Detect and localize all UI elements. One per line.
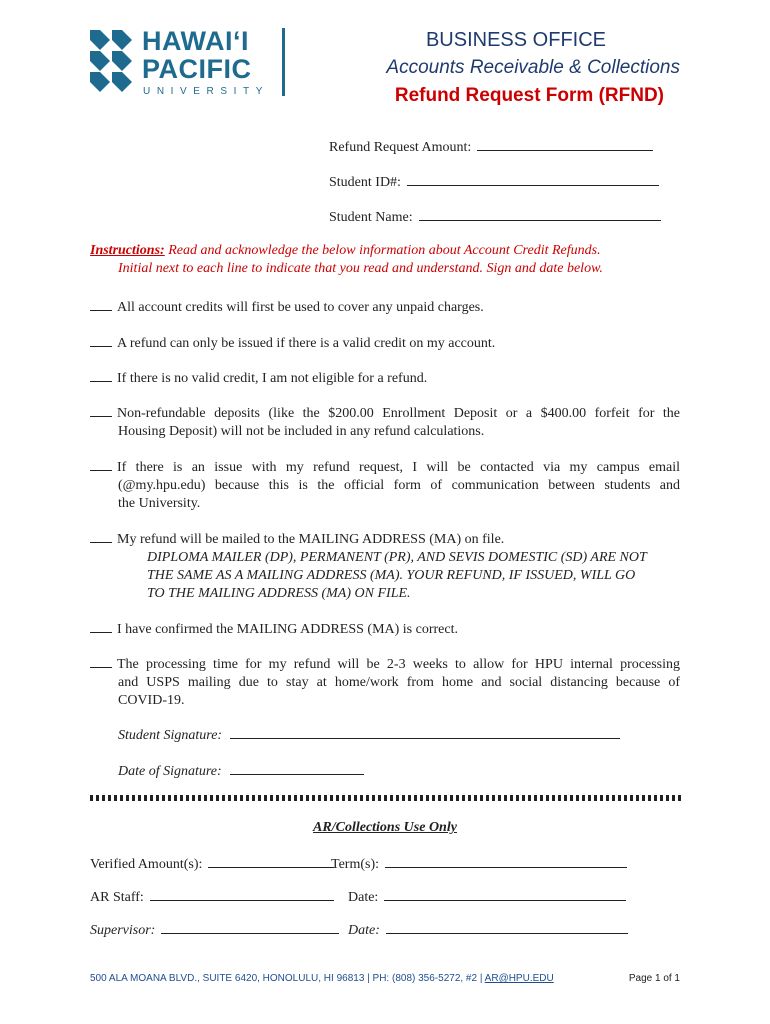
- supervisor-date-field: [348, 921, 628, 939]
- student-signature-line[interactable]: [230, 726, 620, 739]
- item-text: Non-refundable deposits (like the $200.00 Enrollment Deposit or a $400.00 forfeit for the: [117, 406, 680, 421]
- mailing-note-line-2: THE SAME AS A MAILING ADDRESS (MA). YOUR REFUND, IF ISSUED, WILL GO: [147, 568, 636, 583]
- student-name-label: Student Name:: [329, 210, 413, 225]
- refund-amount-field: [329, 138, 653, 156]
- item-text-continued: COVID-19.: [118, 693, 185, 708]
- signature-date-line[interactable]: [230, 762, 364, 775]
- logo-divider: [282, 28, 285, 96]
- form-header: [386, 26, 680, 110]
- acknowledgement-item-7: [90, 620, 680, 639]
- refund-amount-input-line[interactable]: [477, 138, 653, 151]
- form-title: Refund Request Form (RFND): [394, 85, 664, 106]
- student-signature-field: [118, 726, 620, 744]
- supervisor-date-line[interactable]: [386, 921, 628, 934]
- student-name-input-line[interactable]: [419, 208, 661, 221]
- initial-blank[interactable]: [90, 404, 112, 417]
- item-text-continued: the University.: [118, 496, 201, 511]
- item-text: If there is no valid credit, I am not eligible for a refund.: [117, 371, 428, 386]
- terms-field: [331, 855, 627, 873]
- initial-blank[interactable]: [90, 620, 112, 633]
- acknowledgement-item-3: [90, 369, 680, 388]
- initial-blank[interactable]: [90, 369, 112, 382]
- acknowledgement-item-4: [90, 404, 680, 441]
- initial-blank[interactable]: [90, 530, 112, 543]
- logo-line-hawaii: HAWAI‘I: [142, 26, 250, 56]
- terms-line[interactable]: [385, 855, 627, 868]
- supervisor-row: [90, 921, 380, 939]
- mailing-note-line-1: DIPLOMA MAILER (DP), PERMANENT (PR), AND SEVIS DOMESTIC (SD) ARE NOT: [147, 550, 647, 565]
- office-title: BUSINESS OFFICE: [425, 29, 606, 51]
- dotted-separator: [90, 795, 682, 801]
- acknowledgement-item-2: [90, 334, 680, 353]
- verified-amount-row: [90, 855, 380, 873]
- mailing-note-line-3: TO THE MAILING ADDRESS (MA) ON FILE.: [147, 586, 411, 601]
- terms-label: Term(s):: [331, 857, 380, 872]
- supervisor-label: Supervisor:: [90, 923, 156, 938]
- initial-blank[interactable]: [90, 655, 112, 668]
- hpu-logo: [90, 26, 290, 98]
- office-use-title: AR/Collections Use Only: [313, 820, 457, 835]
- student-name-field: [329, 208, 661, 226]
- verified-amount-line[interactable]: [208, 855, 334, 868]
- footer-address: 500 ALA MOANA BLVD., SUITE 6420, HONOLULU, HI 96813 | PH: (808) 356-5272, #2 |: [90, 973, 485, 984]
- item-text-continued: (@my.hpu.edu) because this is the official form of communication between students and: [118, 478, 680, 493]
- footer-email-link[interactable]: AR@HPU.EDU: [484, 973, 554, 984]
- ar-staff-label: AR Staff:: [90, 890, 144, 905]
- signature-date-field: [118, 762, 364, 780]
- item-text: If there is an issue with my refund request, I will be contacted via my campus email: [117, 460, 680, 475]
- student-id-field: [329, 173, 659, 191]
- initial-blank[interactable]: [90, 458, 112, 471]
- department-title: Accounts Receivable & Collections: [386, 57, 680, 78]
- student-signature-label: Student Signature:: [118, 728, 223, 743]
- item-text: I have confirmed the MAILING ADDRESS (MA) is correct.: [117, 622, 458, 637]
- acknowledgement-item-6: [90, 530, 680, 603]
- staff-date-line[interactable]: [384, 888, 626, 901]
- acknowledgement-item-8: [90, 655, 680, 710]
- item-text-continued: and USPS mailing due to stay at home/work from home and social distancing because of: [118, 675, 680, 690]
- student-id-label: Student ID#:: [329, 175, 401, 190]
- acknowledgement-item-1: [90, 298, 680, 317]
- ar-staff-line[interactable]: [150, 888, 334, 901]
- page-number: Page 1 of 1: [628, 973, 680, 984]
- hpu-logo-mark-icon: [90, 30, 132, 92]
- verified-amount-label: Verified Amount(s):: [90, 857, 203, 872]
- staff-date-label: Date:: [348, 890, 379, 905]
- initial-blank[interactable]: [90, 298, 112, 311]
- instructions-line-2: Initial next to each line to indicate that you read and understand. Sign and date below.: [118, 261, 603, 276]
- signature-date-label: Date of Signature:: [118, 764, 222, 779]
- item-text: My refund will be mailed to the MAILING ADDRESS (MA) on file.: [117, 532, 505, 547]
- item-text: The processing time for my refund will be 2-3 weeks to allow for HPU internal processing: [117, 657, 680, 672]
- logo-line-pacific: PACIFIC: [142, 54, 252, 84]
- ar-staff-row: [90, 888, 379, 906]
- staff-date-field: [348, 888, 626, 906]
- supervisor-line[interactable]: [161, 921, 339, 934]
- instructions-label: Instructions:: [90, 243, 165, 258]
- item-text-continued: Housing Deposit) will not be included in any refund calculations.: [118, 424, 485, 439]
- instructions: [90, 242, 690, 278]
- initial-blank[interactable]: [90, 334, 112, 347]
- instructions-line-1: Read and acknowledge the below information about Account Credit Refunds.: [164, 243, 601, 258]
- item-text: A refund can only be issued if there is a valid credit on my account.: [117, 336, 496, 351]
- page-footer: [90, 973, 680, 984]
- refund-amount-label: Refund Request Amount:: [329, 140, 472, 155]
- logo-line-university: UNIVERSITY: [143, 86, 270, 97]
- item-text: All account credits will first be used to cover any unpaid charges.: [117, 300, 484, 315]
- acknowledgement-item-5: [90, 458, 680, 513]
- supervisor-date-label: Date:: [348, 923, 380, 938]
- student-id-input-line[interactable]: [407, 173, 659, 186]
